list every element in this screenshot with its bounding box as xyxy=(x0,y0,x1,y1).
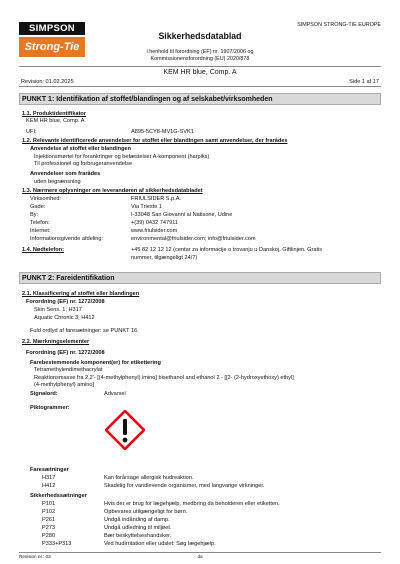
precaution-text: Ved hudirritation eller udslet: Søg lægehjælp. xyxy=(104,541,216,547)
precaution-code: P102 xyxy=(42,509,56,515)
footer-revision-number: Revision nr.: 03 xyxy=(19,554,51,559)
precaution-text: Undgå indånding af damp. xyxy=(104,517,170,523)
s12-title: 1.2. Relevante identificerede anvendelser for stoffet eller blandingen samt anvendelser, der frarådes xyxy=(22,138,288,144)
signal-word-value: Advarsel xyxy=(104,391,126,397)
logo-bottom-text: Strong-Tie xyxy=(19,37,85,57)
supplier-value: FRIULSIDER S.p.A. xyxy=(131,196,182,202)
hazard-text: Skadelig for vandlevende organismer, med langvarige virkninger. xyxy=(104,483,265,489)
classification-1: Skin Sens. 1; H317 xyxy=(34,307,82,313)
use-line-2: Til professionel og forbrugeranvendelse xyxy=(34,161,133,167)
logo-top-text: SIMPSON xyxy=(19,22,85,35)
page-number: Side 1 af 17 xyxy=(349,79,379,85)
precaution-code: P101 xyxy=(42,501,56,507)
determining-components-heading: Farebestemmende komponent(er) for etikettering xyxy=(30,360,161,366)
precaution-text: Undgå udledning til miljøet. xyxy=(104,525,172,531)
page-footer xyxy=(19,552,381,559)
advised-heading: Anvendelser som frarådes xyxy=(30,171,101,177)
hazard-statements-heading: Faresætninger xyxy=(30,467,69,473)
hazard-code: H317 xyxy=(42,475,56,481)
supplier-label: Informationsgivende afdeling: xyxy=(30,236,104,242)
use-line-1: Injektionsmørtel for forankringer og befæstelser A-komponent (harpiks) xyxy=(34,154,210,160)
component-2-line-2: (4-methylphenyl) amino] xyxy=(34,382,95,388)
section-2-heading: PUNKT 2: Fareidentifikation xyxy=(19,272,381,284)
product-bar xyxy=(19,66,381,87)
emergency-phone-line-1: +45 82 12 12 12 (centar za informacije o trovanju u Danskoj, Giftlinjen. Gratis xyxy=(131,247,323,253)
section-1-heading: PUNKT 1: Identifikation af stoffet/blandingen og af selskabet/virksomheden xyxy=(19,93,381,105)
precaution-text: Opbevares utilgængeligt for børn. xyxy=(104,509,188,515)
s21-title: 2.1. Klassificering af stoffet eller blandingen xyxy=(22,291,140,297)
ghs07-exclamation-icon xyxy=(105,410,145,450)
supplier-label: Internet: xyxy=(30,228,51,234)
use-heading: Anvendelse af stoffet eller blandingen xyxy=(30,146,132,152)
classification-2: Aquatic Chronic 3; H412 xyxy=(34,315,95,321)
full-text-note: Fuld ordlyd af faresætninger: se PUNKT 16. xyxy=(30,328,139,334)
s13-title: 1.3. Nærmere oplysninger om leverandøren af sikkerhedsdatabladet xyxy=(22,188,203,194)
supplier-label: By: xyxy=(30,212,39,218)
precaution-text: Bær beskyttelseshandsker. xyxy=(104,533,172,539)
supplier-label: Gade: xyxy=(30,204,46,210)
component-1: Tetramethylendimethacrylat xyxy=(34,367,103,373)
precaution-code: P280 xyxy=(42,533,56,539)
s11-title: 1.1. Produktidentifikator xyxy=(22,111,87,117)
hazard-text: Kan forårsage allergisk hudreaktion. xyxy=(104,475,194,481)
regulation-line-1: i henhold til forordning (EF) nr. 1907/2006 og xyxy=(146,49,254,55)
supplier-value: Via Trieste 1 xyxy=(131,204,162,210)
signal-word-label: Signalord: xyxy=(30,391,58,397)
component-2-line-1: Reaktionsmasse fra 2,2'- [(4-methylphenyl) imino] bisethanol and ethanol 2 - [[2- (2-hydroxyethoxy) ethyl] xyxy=(34,375,294,381)
supplier-email-link[interactable]: environmental@friulsider.com; info@friulsider.com xyxy=(131,236,256,242)
regulation-line-2: Kommissionensforordning (EU) 2020/878 xyxy=(150,56,250,62)
s11-value: KEM HR blue, Comp. A xyxy=(26,118,85,124)
supplier-website-link[interactable]: www.friulsider.com xyxy=(131,228,178,234)
s14-title: 1.4. Nødtelefon: xyxy=(22,247,64,253)
pictogram-label: Piktogrammer: xyxy=(30,405,70,411)
ufi-label: UFI: xyxy=(26,129,37,135)
revision-date: Revision: 01.02.2025 xyxy=(21,79,74,85)
precaution-code: P273 xyxy=(42,525,56,531)
simpson-strongtie-logo xyxy=(19,22,85,57)
precautionary-statements-heading: Sikkerhedssætninger xyxy=(30,493,87,499)
product-name: KEM HR blue, Comp. A xyxy=(163,69,237,76)
supplier-value: I-33048 San Giovanni al Natisone, Udine xyxy=(131,212,233,218)
precaution-code: P261 xyxy=(42,517,56,523)
s21-regulation: Forordning (EF) nr. 1272/2008 xyxy=(26,299,105,305)
s22-title: 2.2. Mærkningselementer xyxy=(22,339,90,345)
emergency-phone-line-2: nummer, tilgængeligt 24/7) xyxy=(131,255,198,261)
footer-language-code: da xyxy=(197,554,203,559)
company-name-top: SIMPSON STRONG-TIE EUROPE xyxy=(297,22,381,28)
ufi-value: A895-5CY8-MV1G-SVK1 xyxy=(131,129,194,135)
hazard-code: H412 xyxy=(42,483,56,489)
precaution-text: Hvis der er brug for lægehjælp, medbring da beholderen eller etiketten. xyxy=(104,501,280,507)
document-title: Sikkerhedsdatablad xyxy=(158,31,242,41)
supplier-value: +(39) 0432 747911 xyxy=(131,220,179,226)
supplier-label: Telefon: xyxy=(30,220,50,226)
s22-regulation: Forordning (EF) nr. 1272/2008 xyxy=(26,350,105,356)
supplier-label: Virksomhed: xyxy=(30,196,61,202)
advised-value: uden begrænsning xyxy=(34,179,81,185)
precaution-code: P333+P313 xyxy=(42,541,72,547)
